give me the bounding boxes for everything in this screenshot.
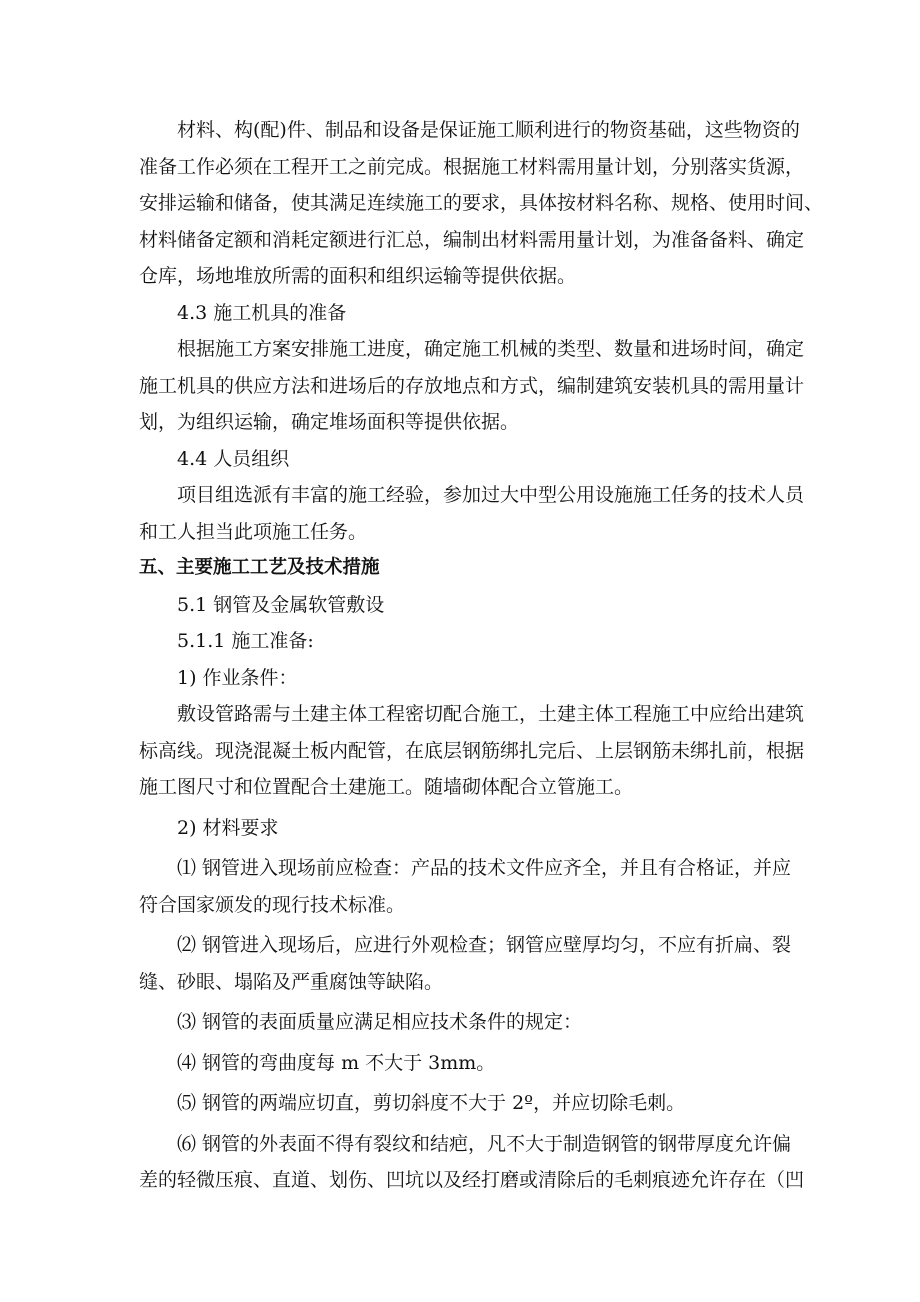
text-line: ⑹ 钢管的外表面不得有裂纹和结疤，凡不大于制造钢管的钢带厚度允许偏 (177, 1132, 792, 1155)
text-line: 施工图尺寸和位置配合土建施工。随墙砌体配合立管施工。 (139, 776, 634, 798)
chapter-heading-5: 五、主要施工工艺及技术措施 (139, 557, 380, 578)
text-line: 安排运输和储备，使其满足连续施工的要求，具体按材料名称、规格、使用时间、 (139, 192, 824, 214)
text-line: 项目组选派有丰富的施工经验，参加过大中型公用设施施工任务的技术人员 (177, 484, 805, 506)
text-line: 划，为组织运输，确定堆场面积等提供依据。 (139, 411, 520, 433)
section-heading-5-1-1: 5.1.1 施工准备: (177, 630, 314, 652)
text-line: 根据施工方案安排施工进度，确定施工机械的类型、数量和进场时间，确定 (177, 338, 805, 360)
requirement-3: ⑶ 钢管的表面质量应满足相应技术条件的规定： (177, 1011, 583, 1033)
text-line: 材料、构(配)件、制品和设备是保证施工顺利进行的物资基础，这些物资的 (177, 119, 800, 141)
text-line: 缝、砂眼、塌陷及严重腐蚀等缺陷。 (139, 970, 444, 993)
requirement-2 (139, 927, 792, 1000)
text-line: ⑵ 钢管进入现场后，应进行外观检查；钢管应壁厚均匀，不应有折扁、裂 (177, 934, 792, 956)
paragraph-machinery (139, 331, 805, 441)
paragraph-materials (139, 112, 824, 295)
paragraph-conditions (139, 696, 805, 806)
text-line: 施工机具的供应方法和进场后的存放地点和方式，编制建筑安装机具的需用量计 (139, 374, 805, 397)
text-line: 差的轻微压痕、直道、划伤、凹坑以及经打磨或清除后的毛刺痕迹允许存在（凹 (139, 1169, 805, 1191)
text-line: 准备工作必须在工程开工之前完成。根据施工材料需用量计划，分别落实货源， (139, 155, 805, 178)
list-item-material-requirements: 2) 材料要求 (177, 816, 279, 839)
requirement-6 (139, 1126, 805, 1199)
section-heading-5-1: 5.1 钢管及金属软管敷设 (177, 593, 385, 616)
requirement-5: ⑸ 钢管的两端应切直，剪切斜度不大于 2º，并应切除毛刺。 (177, 1092, 686, 1114)
requirement-1 (139, 850, 792, 923)
text-line: 敷设管路需与土建主体工程密切配合施工，土建主体工程施工中应给出建筑 (177, 703, 805, 725)
list-item-work-conditions: 1) 作业条件： (177, 666, 298, 689)
text-line: 和工人担当此项施工任务。 (139, 520, 368, 543)
paragraph-staffing (139, 477, 805, 550)
text-line: 仓库，场地堆放所需的面积和组织运输等提供依据。 (139, 265, 577, 287)
text-line: 符合国家颁发的现行技术标准。 (139, 893, 406, 916)
document-body (139, 112, 824, 1199)
text-line: 标高线。现浇混凝土板内配管，在底层钢筋绑扎完后、上层钢筋未绑扎前，根据 (139, 739, 805, 762)
section-heading-4-3: 4.3 施工机具的准备 (177, 301, 347, 324)
section-heading-4-4: 4.4 人员组织 (177, 447, 290, 470)
requirement-4: ⑷ 钢管的弯曲度每 m 不大于 3mm。 (177, 1051, 496, 1074)
text-line: ⑴ 钢管进入现场前应检查：产品的技术文件应齐全，并且有合格证，并应 (177, 857, 792, 879)
text-line: 材料储备定额和消耗定额进行汇总，编制出材料需用量计划，为准备备料、确定 (139, 228, 805, 251)
